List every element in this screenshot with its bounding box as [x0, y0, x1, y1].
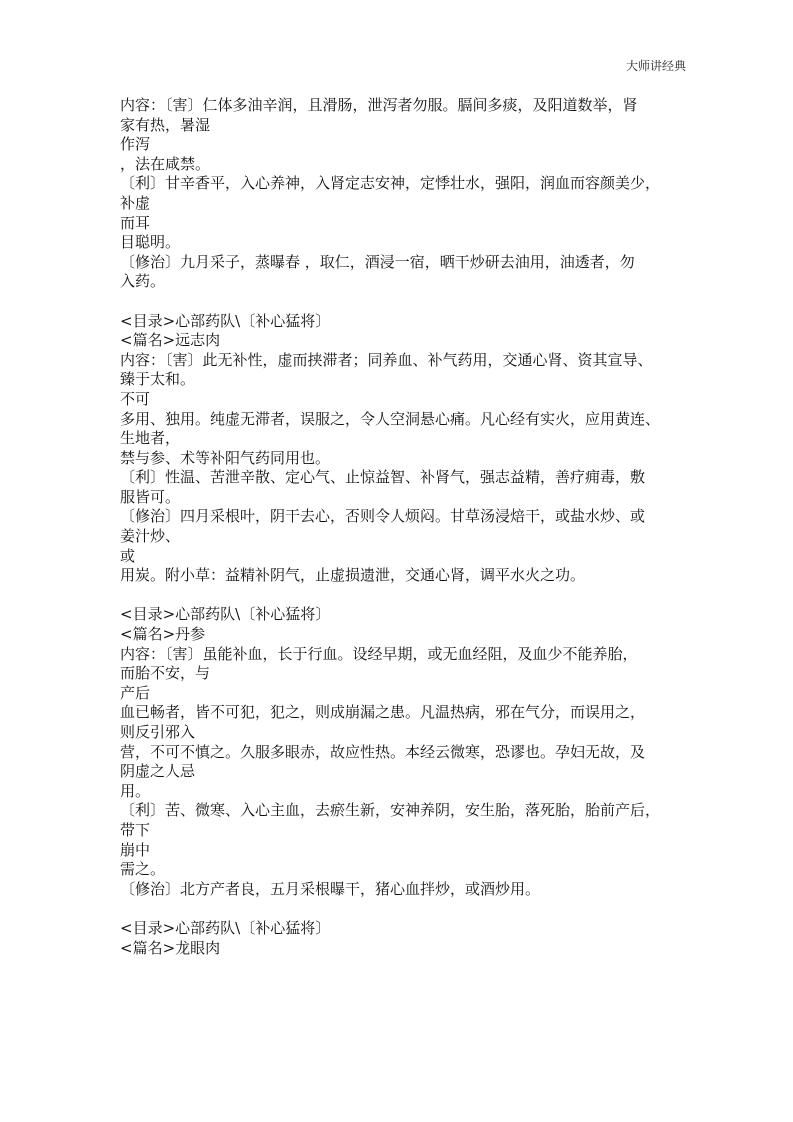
- text-line: 〔修治〕北方产者良，五月采根曝干，猪心血拌炒，或酒炒用。: [120, 879, 541, 898]
- text-line: ，法在咸禁。: [120, 154, 211, 173]
- text-line: 崩中: [120, 840, 151, 859]
- text-line: <篇名>远志肉: [120, 331, 221, 350]
- text-line: 〔利〕苦、微寒、入心主血，去瘀生新，安神养阴，安生胎，落死胎，胎前产后，: [120, 801, 661, 820]
- text-line: 则反引邪入: [120, 723, 196, 741]
- text-line: 而胎不安，与: [120, 664, 211, 683]
- text-line: 需之。: [120, 860, 166, 879]
- text-line: 〔修治〕九月采子，蒸曝春 ，取仁，酒浸一宿，晒干炒研去油用，油透者，勿: [120, 252, 635, 271]
- text-line: 补虚: [120, 193, 151, 212]
- text-line: <目录>心部药队\〔补心猛将〕: [120, 605, 331, 624]
- text-line: 产后: [120, 683, 151, 702]
- text-line: 目聪明。: [120, 233, 181, 252]
- text-line: 阴虚之人忌: [120, 762, 196, 781]
- text-line: <篇名>丹参: [120, 625, 206, 644]
- text-line: 〔修治〕四月采根叶，阴干去心，否则令人烦闷。甘草汤浸焙干，或盐水炒、或: [120, 507, 646, 526]
- text-line: 臻于太和。: [120, 370, 196, 389]
- text-line: <目录>心部药队\〔补心猛将〕: [120, 918, 331, 937]
- text-line: 姜汁炒、: [120, 527, 181, 546]
- text-line: 〔利〕性温、苦泄辛散、定心气、止惊益智、补肾气，强志益精，善疗痈毒，敷: [120, 468, 646, 487]
- text-line: 作泻: [120, 135, 151, 154]
- text-line: 禁与参、术等补阳气药同用也。: [120, 448, 331, 467]
- blank-line: [120, 292, 690, 312]
- text-line: 内容：〔害〕虽能补血，长于行血。设经早期，或无血经阻，及血少不能养胎，: [120, 644, 638, 663]
- blank-line: [120, 586, 690, 606]
- text-line: 而耳: [120, 213, 151, 232]
- text-line: 不可: [120, 389, 151, 408]
- text-line: 〔利〕甘辛香平，入心养神，入肾定志安神，定悸壮水，强阳，润血而容颜美少，: [120, 174, 661, 193]
- page-header-title: 大师讲经典: [625, 59, 686, 73]
- text-line: 血已畅者，皆不可犯，犯之，则成崩漏之患。凡温热病，邪在气分，而误用之，: [120, 703, 646, 722]
- text-line: 生地者，: [120, 429, 181, 448]
- text-line: <目录>心部药队\〔补心猛将〕: [120, 311, 331, 330]
- text-line: 服皆可。: [120, 487, 181, 506]
- text-line: 内容：〔害〕仁体多油辛润，且滑肠，泄泻者勿服。膈间多痰，及阳道数举，肾: [120, 96, 638, 114]
- text-line: 入药。: [120, 272, 166, 291]
- text-line: 用炭。附小草：益精补阴气，止虚损遗泄，交通心肾，调平水火之功。: [120, 566, 586, 585]
- text-line: 内容：〔害〕此无补性，虚而挟滞者；同养血、补气药用，交通心肾、资其宣导、: [120, 350, 653, 369]
- text-line: 营，不可不慎之。久服多眼赤，故应性热。本经云微寒，恐谬也。孕妇无故，及: [120, 742, 646, 761]
- text-line: 用。: [120, 781, 151, 800]
- text-line: 多用、独用。纯虚无滞者，误服之，令人空洞悬心痛。凡心经有实火，应用黄连、: [120, 409, 661, 428]
- text-line: <篇名>龙眼肉: [120, 938, 221, 957]
- blank-line: [120, 899, 690, 919]
- text-line: 带下: [120, 820, 151, 839]
- document-body: [120, 96, 690, 958]
- text-line: 或: [120, 546, 136, 565]
- text-line: 家有热，暑湿: [120, 115, 211, 134]
